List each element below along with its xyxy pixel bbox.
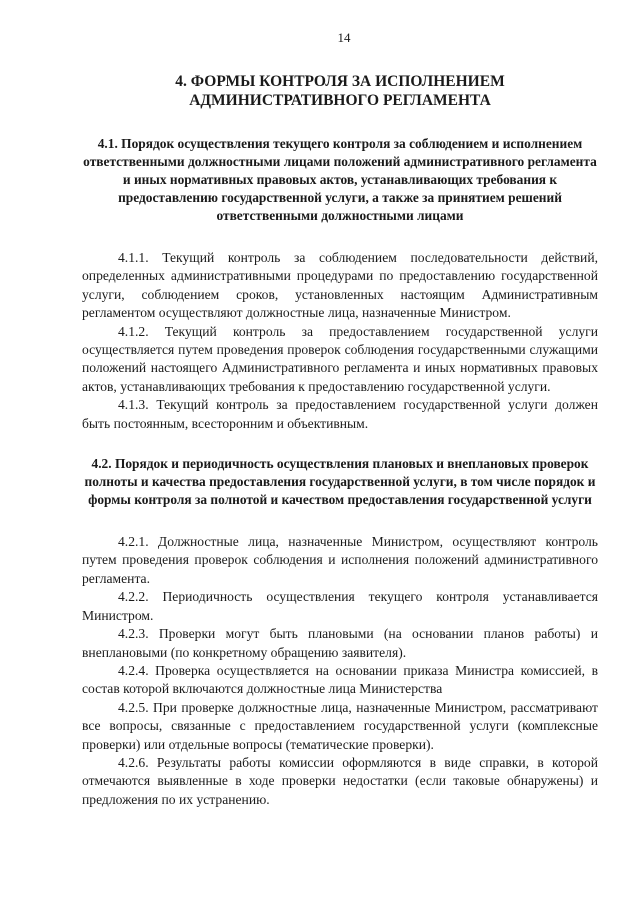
page-number: 14 (337, 30, 351, 45)
chapter-title-line-1: 4. ФОРМЫ КОНТРОЛЯ ЗА ИСПОЛНЕНИЕМ (175, 73, 505, 90)
paragraph-4-2-1: 4.2.1. Должностные лица, назначенные Министром, осуществляют контроль путем проведения проверок соблюдения и исполнения положений административного регламента. (82, 534, 598, 586)
section-4-1-title: 4.1. Порядок осуществления текущего контроля за соблюдением и исполнением ответственными должностными лицами положений административного регламента и иных нормативных правовых актов, устанавливающих требования к предоставлению государственной услуги, а также за принятием решений ответственными должностными лицами (83, 136, 597, 223)
paragraph-4-2-2: 4.2.2. Периодичность осуществления текущего контроля устанавливается Министром. (82, 589, 598, 623)
document-page (82, 30, 598, 809)
paragraph-4-2-5: 4.2.5. При проверке должностные лица, назначенные Министром, рассматривают все вопросы, связанные с предоставлением государственной услуги (комплексные проверки) или отдельные вопросы (тематические проверки). (82, 699, 598, 752)
section-4-2-title: 4.2. Порядок и периодичность осуществления плановых и внеплановых проверок полноты и качества предоставления государственной услуги, в том числе порядок и формы контроля за полнотой и качеством предоставления государственной услуги (84, 456, 596, 508)
paragraph-4-2-3: 4.2.3. Проверки могут быть плановыми (на основании планов работы) и внеплановыми (по конкретному обращению заявителя). (82, 626, 598, 660)
paragraph-4-2-6: 4.2.6. Результаты работы комиссии оформляются в виде справки, в которой отмечаются выявленные в ходе проверки недостатки (если таковые обнаружены) и предложения по их устранению. (82, 754, 598, 807)
chapter-title (82, 72, 598, 110)
paragraph-4-1-2: 4.1.2. Текущий контроль за предоставлением государственной услуги осуществляется путем проведения проверок соблюдения государственными служащими положений настоящего Административного регламента и иных нормативных правовых актов, устанавливающих требования к предоставлению государственной услуги. (82, 323, 598, 394)
section-gap (82, 433, 598, 455)
paragraph-4-1-3: 4.1.3. Текущий контроль за предоставлением государственной услуги должен быть постоянным, всесторонним и объективным. (82, 397, 598, 431)
paragraph-4-1-1: 4.1.1. Текущий контроль за соблюдением последовательности действий, определенных административными процедурами по предоставлению государственной услуги, соблюдением сроков, установленных настоящим Административным регламентом осуществляют должностные лица, назначенные Министром. (82, 250, 598, 321)
paragraph-4-2-4: 4.2.4. Проверка осуществляется на основании приказа Министра комиссией, в состав которой включаются должностные лица Министерства (82, 662, 598, 697)
chapter-title-line-2: АДМИНИСТРАТИВНОГО РЕГЛАМЕНТА (189, 92, 491, 109)
